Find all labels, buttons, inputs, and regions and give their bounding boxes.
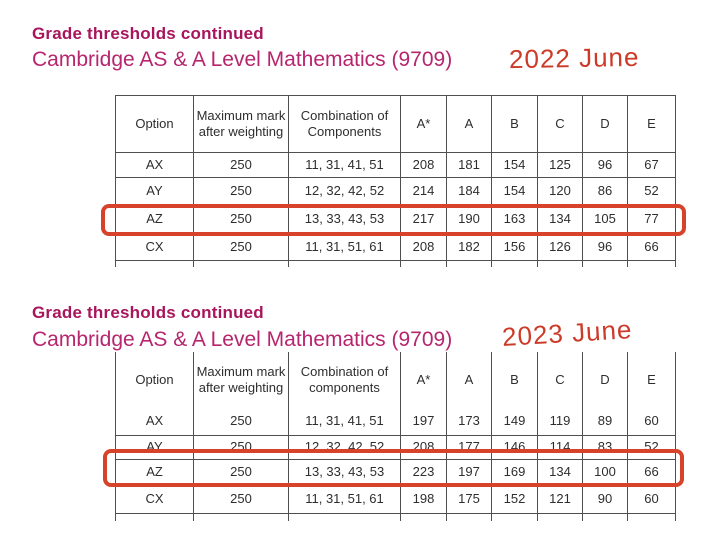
option-cell: CX — [116, 234, 194, 261]
table-cell: 208 — [401, 435, 447, 459]
col-header-b: B — [492, 96, 538, 153]
table-cell: 12, 32, 42, 52 — [289, 435, 401, 459]
option-cell: AX — [116, 408, 194, 435]
table-cell: 52 — [628, 178, 676, 205]
option-cell: AZ — [116, 205, 194, 234]
table-cell: 96 — [583, 153, 628, 178]
col-header-c: C — [538, 352, 583, 408]
section1-title: Grade thresholds continued — [32, 24, 264, 43]
option-cell: AY — [116, 435, 194, 459]
table-cell: 121 — [538, 485, 583, 513]
col-header-d: D — [583, 96, 628, 153]
table-cell: 223 — [401, 459, 447, 485]
option-cell: AZ — [116, 459, 194, 485]
table-cell: 250 — [194, 459, 289, 485]
table-cell: 12, 32, 42, 52 — [289, 178, 401, 205]
col-header-e: E — [628, 96, 676, 153]
table-cell: 96 — [583, 234, 628, 261]
table-cell: 11, 31, 51, 61 — [289, 485, 401, 513]
table-cell: 250 — [194, 435, 289, 459]
table-cell: 89 — [583, 408, 628, 435]
table-cell: 217 — [401, 205, 447, 234]
col-header-c: C — [538, 96, 583, 153]
option-cell: AY — [116, 178, 194, 205]
table-cell: 90 — [583, 485, 628, 513]
table-row-ay — [116, 435, 676, 459]
col-header-option: Option — [116, 352, 194, 408]
col-header-d: D — [583, 352, 628, 408]
table-cell: 11, 31, 41, 51 — [289, 153, 401, 178]
col-header-e: E — [628, 352, 676, 408]
table-cell: 100 — [583, 459, 628, 485]
table-cell: 52 — [628, 435, 676, 459]
table-cell: 13, 33, 43, 53 — [289, 459, 401, 485]
grade-threshold-table-2023 — [115, 352, 676, 521]
table-continuation-stub — [116, 513, 676, 521]
table-cell: 105 — [583, 205, 628, 234]
table-cell: 163 — [492, 205, 538, 234]
table-row-ax — [116, 408, 676, 435]
table-cell: 198 — [401, 485, 447, 513]
col-header-a-star: A* — [401, 96, 447, 153]
table-cell: 134 — [538, 459, 583, 485]
table-cell: 120 — [538, 178, 583, 205]
col-header-option: Option — [116, 96, 194, 153]
table-cell: 125 — [538, 153, 583, 178]
col-header-a-star: A* — [401, 352, 447, 408]
table-cell: 250 — [194, 485, 289, 513]
table-cell: 169 — [492, 459, 538, 485]
table-cell: 250 — [194, 153, 289, 178]
session-label-2023-june: 2023 June — [501, 314, 634, 352]
table-cell: 214 — [401, 178, 447, 205]
table-row-cx — [116, 234, 676, 261]
table-cell: 83 — [583, 435, 628, 459]
table-cell: 173 — [447, 408, 492, 435]
table-cell: 154 — [492, 153, 538, 178]
table-header-row — [116, 96, 676, 153]
table-cell: 60 — [628, 485, 676, 513]
table-cell: 197 — [447, 459, 492, 485]
col-header-max-mark: Maximum mark after weighting — [194, 352, 289, 408]
table-cell: 86 — [583, 178, 628, 205]
table-cell: 77 — [628, 205, 676, 234]
col-header-max-mark: Maximum mark after weighting — [194, 96, 289, 153]
option-cell: CX — [116, 485, 194, 513]
table-row-az-highlighted — [116, 459, 676, 485]
col-header-a: A — [447, 96, 492, 153]
table-cell: 134 — [538, 205, 583, 234]
table-header-row — [116, 352, 676, 408]
table-cell: 154 — [492, 178, 538, 205]
session-label-2022-june: 2022 June — [508, 41, 640, 75]
table-cell: 66 — [628, 234, 676, 261]
table-row-ax — [116, 153, 676, 178]
table-cell: 60 — [628, 408, 676, 435]
table-cell: 181 — [447, 153, 492, 178]
table-cell: 208 — [401, 153, 447, 178]
col-header-combination: Combination of components — [289, 352, 401, 408]
table-cell: 250 — [194, 234, 289, 261]
table-cell: 67 — [628, 153, 676, 178]
table-cell: 197 — [401, 408, 447, 435]
section2-title: Grade thresholds continued — [32, 303, 264, 322]
table-row-ay — [116, 178, 676, 205]
table-cell: 184 — [447, 178, 492, 205]
table-cell: 11, 31, 51, 61 — [289, 234, 401, 261]
table-cell: 156 — [492, 234, 538, 261]
col-header-b: B — [492, 352, 538, 408]
table-cell: 146 — [492, 435, 538, 459]
table-cell: 250 — [194, 408, 289, 435]
table-cell: 11, 31, 41, 51 — [289, 408, 401, 435]
grade-threshold-table-2022 — [115, 95, 676, 267]
table-cell: 177 — [447, 435, 492, 459]
table-row-az-highlighted — [116, 205, 676, 234]
table-cell: 126 — [538, 234, 583, 261]
table-cell: 182 — [447, 234, 492, 261]
table-cell: 208 — [401, 234, 447, 261]
table-cell: 152 — [492, 485, 538, 513]
table-cell: 114 — [538, 435, 583, 459]
table-cell: 250 — [194, 178, 289, 205]
section1-subtitle: Cambridge AS & A Level Mathematics (9709) — [32, 48, 453, 71]
table-cell: 190 — [447, 205, 492, 234]
table-cell: 119 — [538, 408, 583, 435]
section2-subtitle: Cambridge AS & A Level Mathematics (9709) — [32, 328, 453, 351]
table-cell: 175 — [447, 485, 492, 513]
col-header-combination: Combination of Components — [289, 96, 401, 153]
table-cell: 13, 33, 43, 53 — [289, 205, 401, 234]
option-cell: AX — [116, 153, 194, 178]
table-continuation-stub — [116, 261, 676, 267]
table-cell: 250 — [194, 205, 289, 234]
col-header-a: A — [447, 352, 492, 408]
table-row-cx — [116, 485, 676, 513]
table-cell: 149 — [492, 408, 538, 435]
table-cell: 66 — [628, 459, 676, 485]
